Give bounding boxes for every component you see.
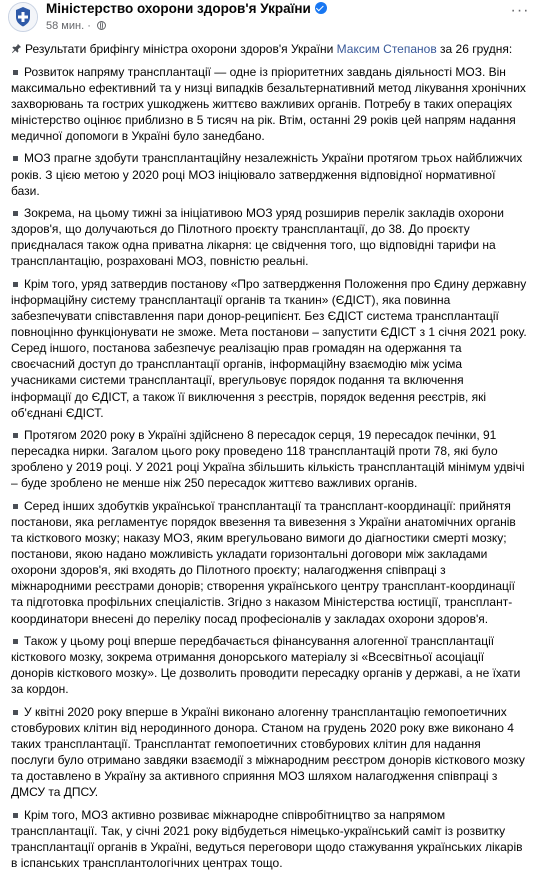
post-body [11, 41, 527, 878]
paragraph-text: У квітні 2020 року вперше в Україні виконано алогенну трансплантацію гемопоетичних стовбурових клітин від неродинного донора. Станом на грудень 2020 року вже виконано 4 таких трансплантації. Трансплантат гемопоетичних стовбурових клітин для надання послуги було отримано завдяки взаємодії з міжнародним реєстром донорів кісткового мозку та доставлено в Україну за активного сприяння МОЗ шляхом налагодження співпраці з ДМСУ та ДПСУ. [11, 704, 525, 800]
paragraph-text: Розвиток напряму трансплантації — одне із пріоритетних завдань діяльності МОЗ. Він максимально ефективний та у низці випадків безальтернативний метод лікування хронічних захворювань та гострих ушкоджень життєво важливих органів. Потребу в таких операціях міністерство оцінює приблизно в 5 тисяч на рік. Втім, останні 29 років цей напрям надання медичної допомоги в Україні було занедбано. [11, 64, 526, 143]
paragraph-text: Серед інших здобутків української трансплантації та трансплант-координації: прийнятя постанови, яка регламентує порядок ввезення та вивезення з України анатомічних органів та кісткового мозку; наказу МОЗ, яким врегульовано вимоги до діагностики смерті мозку; постанови, якою надано можливість укладати горизонтальні договори між закладами охорони здоров'я, які входять до Пілотного проєкту; налагодження співпраці з міжнародними реєстрами донорів; створення українського центру трансплант-координації та підготовка профільних спеціалістів. Згідно з наказом Міністерства юстиції, трансплант-координатори внесені до переліку посад професіоналів у закладах охорони здоров'я. [11, 498, 516, 626]
paragraph-text: Крім того, уряд затвердив постанову «Про затвердження Положення про Єдину державну інформаційну систему трансплантації органів та тканин» (ЄДІСТ), яка повинна забезпечувати співставлення пари донор-реципієнт. Без ЄДІСТ система трансплантації повноцінно функціонувати не зможе. Мета постанови – запустити ЄДІСТ з 1 січня 2021 року. Серед іншого, постанова забезпечує реалізацію прав громадян на одержання та своєчасний доступ до трансплантації органів, інформаційну взаємодію між усіма учасниками системи трансплантації, врегульовує порядок подання та включення інформації до ЄДІСТ, а також її виключення з реєстрів, порядок ведення реєстрів, які об'єднані ЄДІСТ. [11, 276, 527, 420]
paragraph-text: Крім того, МОЗ активно розвиває міжнародне співробітництво за напрямом трансплантації. Так, у січні 2021 року відбудеться німецько-український саміт із розвитку трансплантації органів в Україні, ведуться переговори щодо стажування українських лікарів в іспанських трансплантологічних центрах тощо. [11, 807, 523, 871]
square-bullet-icon [13, 710, 18, 715]
post-paragraph [11, 807, 527, 871]
verified-badge-icon [315, 2, 327, 14]
square-bullet-icon [13, 211, 18, 216]
post-paragraph [11, 633, 527, 697]
post-timestamp[interactable]: 58 мин. [46, 20, 85, 32]
post-paragraph [11, 276, 527, 421]
paragraph-text: Протягом 2020 року в Україні здійснено 8 пересадок серця, 19 пересадок печінки, 91 пересадка нирки. Загалом цього року проведено 118 трансплантацій проти 78, які було зроблено у 2019 році. У 2021 році Україна збільшить кількість трансплантацій мінімум удвічі – буде зроблено не менше ніж 250 пересадок життєво важливих органів. [11, 428, 525, 491]
page-avatar[interactable] [8, 2, 38, 32]
square-bullet-icon [13, 70, 18, 75]
paragraph-text: Також у цьому році вперше передбачається фінансування алогенної трансплантації кісткового мозку, зокрема отримання донорського матеріалу зі «Всесвітньої асоціації донорів кісткового мозку». Це дозволить проводити пересадку органів у державі, а не їхати за кордон. [11, 634, 521, 697]
paragraph-text: Зокрема, на цьому тижні за ініціативою МОЗ уряд розширив перелік закладів охорони здоров'я, що долучаються до Пілотного проєкту трансплантації, до 38. До проєкту приєдналася також одна приватна лікарня: це свідчення того, що відповідні тарифи на трансплантацію, розраховані МОЗ, повністю реальні. [11, 206, 505, 269]
square-bullet-icon [13, 156, 18, 161]
page-name-row [46, 1, 327, 16]
square-bullet-icon [13, 433, 18, 438]
paragraph-text: МОЗ прагне здобути трансплантаційну незалежність України протягом трьох найближчих років. З цією метою у 2020 році МОЗ ініціювало затвердження відповідної нормативної бази. [11, 151, 523, 198]
post-paragraph [11, 64, 527, 144]
pin-icon [11, 43, 22, 54]
post-header [0, 0, 539, 38]
intro-line [11, 41, 527, 57]
post-paragraph [11, 205, 527, 269]
mention-link[interactable]: Максим Степанов [336, 42, 437, 56]
square-bullet-icon [13, 813, 18, 818]
post-paragraph [11, 704, 527, 801]
post-options-button[interactable]: ··· [510, 2, 530, 19]
square-bullet-icon [13, 504, 18, 509]
intro-text-end: за 26 грудня: [440, 42, 513, 56]
square-bullet-icon [13, 282, 18, 287]
post-paragraph [11, 150, 527, 198]
intro-text: Результати брифінгу міністра охорони здоров'я України [25, 42, 334, 56]
post-paragraph [11, 498, 527, 627]
page-name-link[interactable]: Міністерство охорони здоров'я України [46, 1, 311, 16]
globe-icon [97, 21, 106, 30]
moz-emblem-icon [9, 3, 37, 31]
post-meta: 58 мин. · [46, 20, 106, 32]
square-bullet-icon [13, 639, 18, 644]
post-paragraph [11, 427, 527, 491]
